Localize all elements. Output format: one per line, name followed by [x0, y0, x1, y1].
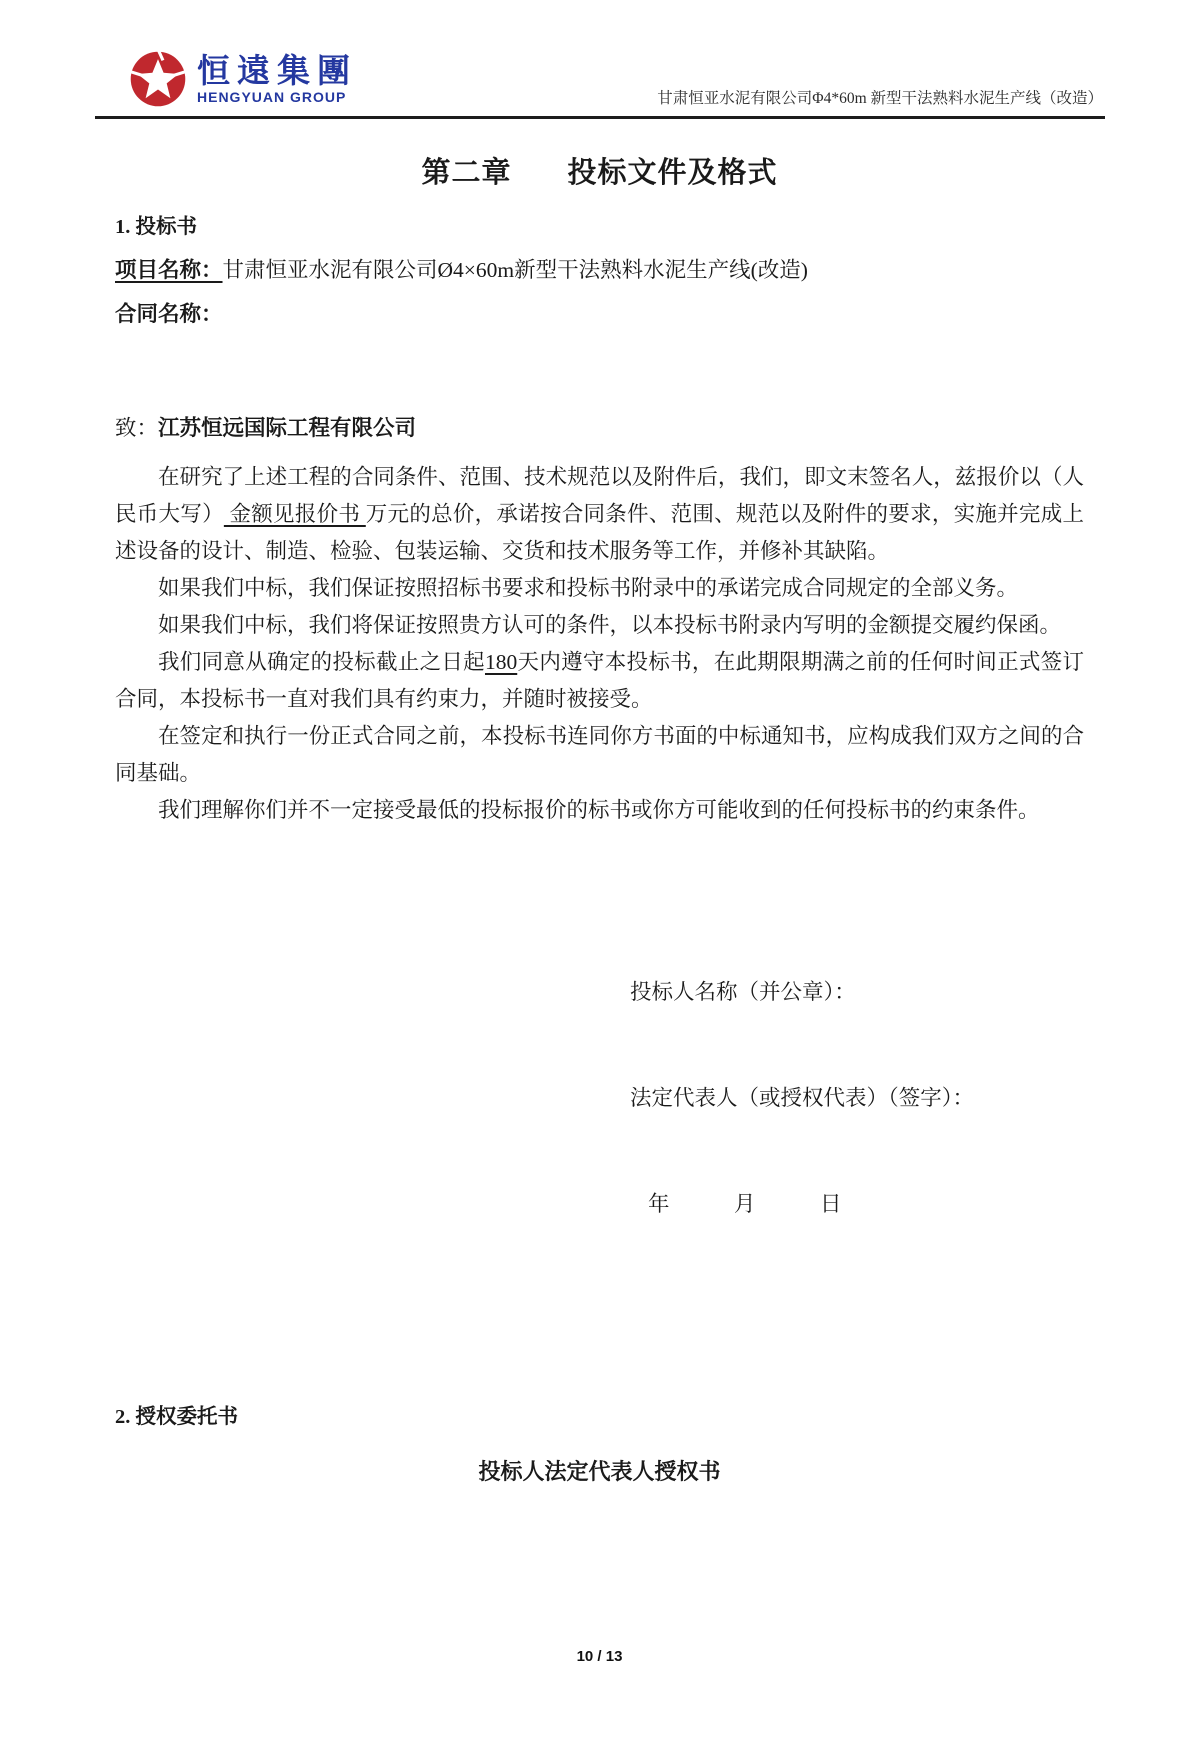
body-paragraph	[115, 792, 1084, 829]
paragraph-text: 我们理解你们并不一定接受最低的投标报价的标书或你方可能收到的任何投标书的约束条件。	[158, 798, 1040, 822]
underlined-text: 金额见报价书	[223, 502, 366, 526]
contract-name-label: 合同名称：	[115, 302, 223, 326]
bidder-name-signature-line: 投标人名称（并公章）：	[630, 980, 856, 1004]
underlined-text: 180	[484, 650, 518, 674]
legal-representative-signature-line: 法定代表人（或授权代表）（签字）：	[630, 1086, 975, 1110]
body-paragraph	[115, 644, 1084, 718]
paragraph-text: 在签定和执行一份正式合同之前，本投标书连同你方书面的中标通知书，应构成我们双方之间的合同基础。	[115, 724, 1084, 785]
body-paragraph	[115, 718, 1084, 792]
chapter-number: 第二章	[421, 157, 512, 189]
paragraph-text: 在研究了上述工程的合同条件、范围、技术规范以及附件后，我们，即文末签名人，兹报价以（人民币大写）	[115, 465, 1084, 526]
body-paragraph	[115, 459, 1084, 570]
header-project-line: 甘肃恒亚水泥有限公司Φ4*60m 新型干法熟料水泥生产线（改造）	[657, 90, 1103, 107]
logo-text	[197, 53, 357, 105]
paragraph-text: 我们同意从确定的投标截止之日起	[158, 650, 485, 674]
document-body	[115, 207, 1084, 1490]
section-2-heading: 2. 授权委托书	[115, 1406, 238, 1428]
section-1-heading: 1. 投标书	[115, 216, 197, 238]
body-paragraph	[115, 607, 1084, 644]
paragraph-text: 如果我们中标，我们保证按照招标书要求和投标书附录中的承诺完成合同规定的全部义务。	[158, 576, 1019, 600]
project-name-value: 甘肃恒亚水泥有限公司Ø4×60m新型干法熟料水泥生产线(改造)	[222, 258, 808, 282]
chapter-name: 投标文件及格式	[567, 157, 778, 189]
date-signature-line: 年 月 日	[648, 1192, 842, 1216]
paragraph-text: 万元的总价，承诺按合同条件、范围、规范以及附件的要求，实施并完成上述设备的设计、制造、检验、包装运输、交货和技术服务等工作，并修补其缺陷。	[115, 502, 1084, 563]
body-paragraph	[115, 570, 1084, 607]
company-logo	[127, 48, 357, 110]
paragraph-text: 如果我们中标，我们将保证按照贵方认可的条件，以本投标书附录内写明的金额提交履约保函。	[158, 613, 1062, 637]
logo-english-name: HENGYUAN GROUP	[197, 89, 347, 105]
signature-block	[115, 977, 1084, 1219]
paragraph-text: 天内遵守本投标书，在此期限期满之前的任何时间正式签订合同，本投标书一直对我们具有约束力，并随时被接受。	[115, 650, 1084, 711]
addressee-row	[115, 407, 1084, 449]
authorization-subtitle: 投标人法定代表人授权书	[478, 1459, 721, 1484]
addressee-company: 江苏恒远国际工程有限公司	[158, 416, 417, 440]
project-name-label: 项目名称：	[115, 258, 223, 282]
page-header	[95, 0, 1105, 119]
hengyuan-emblem-icon	[127, 48, 189, 110]
contract-name-row	[115, 293, 1084, 335]
project-name-row	[115, 249, 1084, 291]
logo-chinese-name: 恒遠集團	[197, 51, 357, 90]
letter-paragraphs	[115, 459, 1084, 829]
page-number: 10 / 13	[576, 1648, 623, 1665]
addressee-prefix: 致：	[115, 416, 159, 440]
